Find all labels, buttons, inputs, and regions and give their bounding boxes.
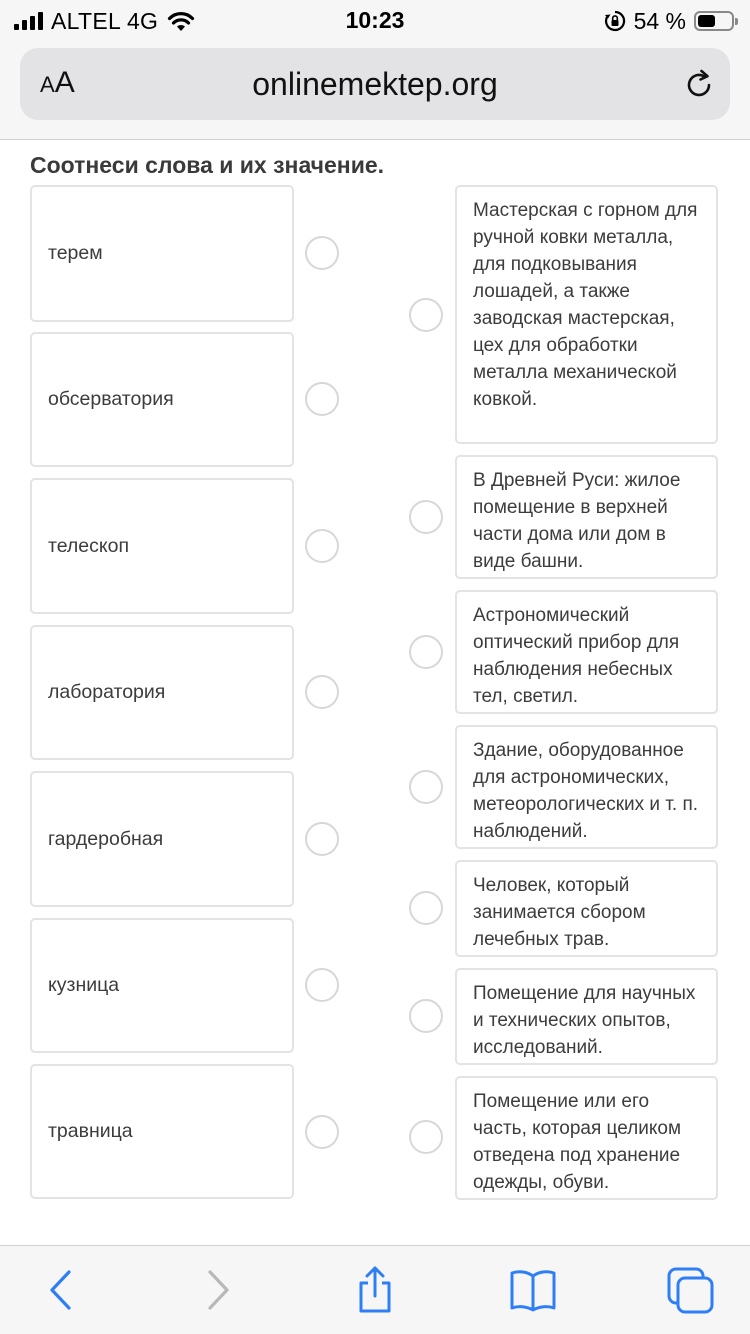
word-card[interactable] [30, 918, 294, 1053]
definition-connector-radio[interactable] [409, 999, 443, 1033]
definition-connector-radio[interactable] [409, 770, 443, 804]
definition-card[interactable] [455, 1076, 718, 1200]
definition-text: Мастерская с горном для ручной ковки металла, для подковывания лошадей, а также заводская мастерская, цех для обработки металла механической ковкой. [473, 200, 698, 410]
reload-icon[interactable] [682, 68, 716, 102]
definition-text: Астрономический оптический прибор для наблюдения небесных тел, светил. [473, 605, 680, 707]
definition-text: Здание, оборудованное для астрономических, метеорологических и т. п. наблюдений. [473, 740, 699, 842]
tabs-icon[interactable] [666, 1266, 714, 1314]
address-bar[interactable] [20, 48, 730, 120]
status-right [604, 8, 734, 34]
battery-percent: 54 % [633, 7, 686, 34]
definition-card[interactable] [455, 185, 718, 444]
share-icon[interactable] [351, 1266, 399, 1314]
definition-text: Человек, который занимается сбором лечебных трав. [473, 875, 646, 950]
back-icon[interactable] [38, 1266, 86, 1314]
word-label: обсерватория [48, 388, 174, 410]
text-size-button[interactable]: AA [40, 66, 75, 99]
definition-card[interactable] [455, 860, 718, 957]
definition-card[interactable] [455, 455, 718, 579]
forward-icon[interactable] [193, 1266, 241, 1314]
question-title: Соотнеси слова и их значение. [30, 152, 385, 178]
word-card[interactable] [30, 625, 294, 760]
word-connector-radio[interactable] [305, 968, 339, 1002]
word-label: кузница [48, 974, 120, 996]
definition-connector-radio[interactable] [409, 1120, 443, 1154]
word-connector-radio[interactable] [305, 236, 339, 270]
word-card[interactable] [30, 185, 294, 322]
clock: 10:23 [345, 7, 405, 33]
battery-icon [694, 11, 734, 31]
word-connector-radio[interactable] [305, 675, 339, 709]
word-label: гардеробная [48, 827, 164, 850]
word-label: травница [48, 1120, 133, 1142]
carrier-label: ALTEL 4G [51, 7, 159, 34]
word-card[interactable] [30, 332, 294, 467]
word-connector-radio[interactable] [305, 382, 339, 416]
word-connector-radio[interactable] [305, 529, 339, 563]
definition-text: Помещение для научных и технических опытов, исследований. [473, 983, 696, 1058]
definition-text: Помещение или его часть, которая целиком отведена под хранение одежды, обуви. [473, 1091, 682, 1193]
word-card[interactable] [30, 771, 294, 907]
word-connector-radio[interactable] [305, 1115, 339, 1149]
url-text[interactable]: onlinemektep.org [252, 66, 498, 102]
definition-connector-radio[interactable] [409, 298, 443, 332]
definition-card[interactable] [455, 590, 718, 714]
status-bar [0, 0, 750, 42]
definition-text: В Древней Руси: жилое помещение в верхней части дома или дом в виде башни. [473, 470, 681, 572]
word-card[interactable] [30, 1064, 294, 1199]
word-label: лаборатория [48, 681, 166, 703]
browser-bottom-toolbar [0, 1245, 750, 1334]
rotation-lock-icon [604, 10, 626, 32]
word-connector-radio[interactable] [305, 822, 339, 856]
definition-card[interactable] [455, 968, 718, 1065]
definition-connector-radio[interactable] [409, 500, 443, 534]
bookmarks-icon[interactable] [509, 1266, 557, 1314]
word-card[interactable] [30, 478, 294, 614]
definition-connector-radio[interactable] [409, 635, 443, 669]
definition-card[interactable] [455, 725, 718, 849]
word-label: терем [48, 242, 103, 264]
definition-connector-radio[interactable] [409, 891, 443, 925]
word-label: телескоп [48, 534, 130, 557]
browser-top-bar [0, 42, 750, 140]
